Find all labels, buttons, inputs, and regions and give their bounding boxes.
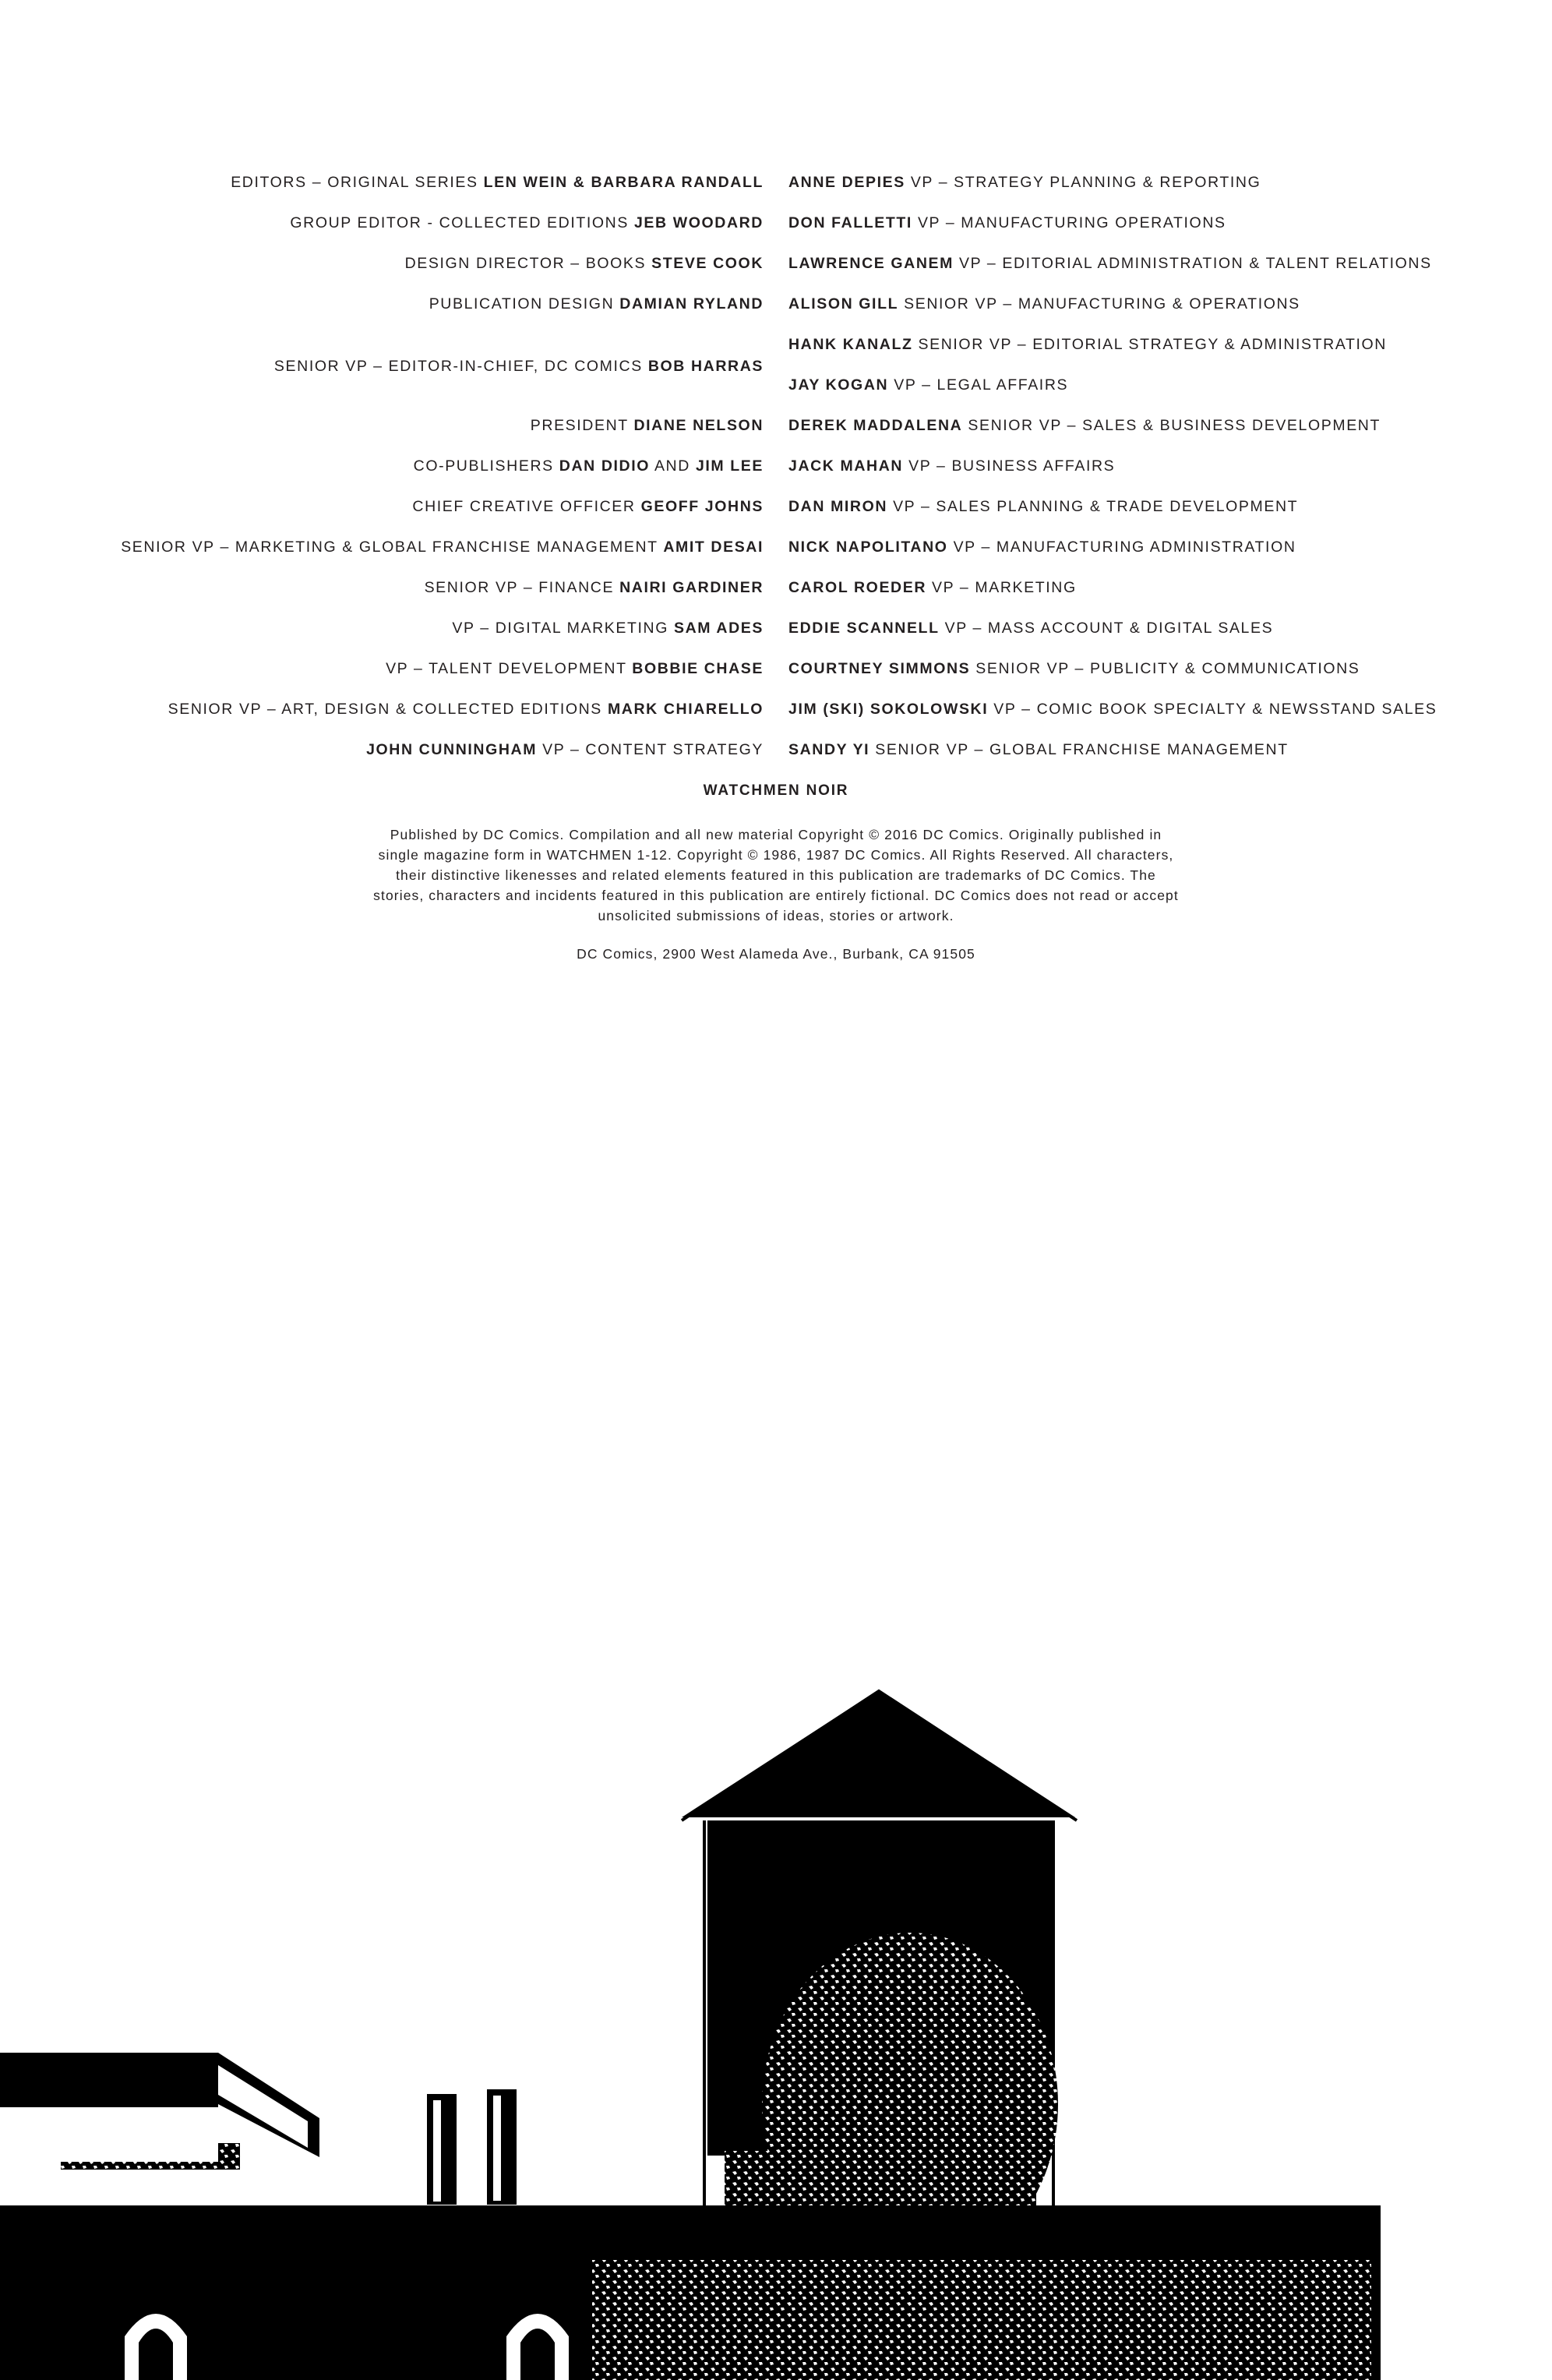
credit-line xyxy=(62,246,764,287)
credit-line xyxy=(788,530,1490,570)
credit-role: SENIOR VP – SALES & BUSINESS DEVELOPMENT xyxy=(962,417,1381,434)
credit-line xyxy=(62,611,764,651)
credit-line xyxy=(788,287,1490,327)
credit-role: VP – COMIC BOOK SPECIALTY & NEWSSTAND SALES xyxy=(988,701,1437,718)
credit-name: NICK NAPOLITANO xyxy=(788,539,948,556)
credit-name: HANK KANALZ xyxy=(788,336,913,353)
credit-name: DEREK MADDALENA xyxy=(788,417,963,434)
credit-line xyxy=(788,611,1490,651)
legal-line: stories, characters and incidents featured in this publication are entirely fictional. DC Comics does not read or accept xyxy=(373,888,1179,903)
credit-line xyxy=(62,570,764,611)
credit-line xyxy=(62,165,764,206)
credit-role: SENIOR VP – GLOBAL FRANCHISE MANAGEMENT xyxy=(869,741,1289,758)
rooftop-stacks xyxy=(427,2089,517,2205)
credit-name: JEB WOODARD xyxy=(633,214,764,231)
water-tower xyxy=(682,1690,1077,2276)
credit-name: JIM LEE xyxy=(695,457,764,475)
credit-name: JAY KOGAN xyxy=(788,376,889,394)
credit-name: MARK CHIARELLO xyxy=(607,701,764,718)
credit-name: DAMIAN RYLAND xyxy=(619,295,764,313)
publisher-address: DC Comics, 2900 West Alameda Ave., Burbank, CA 91505 xyxy=(577,946,975,962)
credit-name: ALISON GILL xyxy=(788,295,899,313)
credit-line xyxy=(788,733,1490,773)
legal-notice xyxy=(309,825,1243,926)
credit-name: COURTNEY SIMMONS xyxy=(788,660,971,677)
credit-line xyxy=(788,449,1490,489)
credit-role: VP – BUSINESS AFFAIRS xyxy=(903,457,1116,475)
credit-line xyxy=(62,327,764,408)
credit-line xyxy=(62,651,764,692)
credit-name: JOHN CUNNINGHAM xyxy=(366,741,538,758)
credit-line xyxy=(788,327,1490,368)
credit-name: ANNE DEPIES xyxy=(788,174,905,191)
credit-line xyxy=(788,651,1490,692)
credit-name: SANDY YI xyxy=(788,741,870,758)
credit-name: JIM (SKI) SOKOLOWSKI xyxy=(788,701,989,718)
left-building xyxy=(0,2053,319,2170)
credit-role: DESIGN DIRECTOR – BOOKS xyxy=(404,255,652,272)
credit-name: LAWRENCE GANEM xyxy=(788,255,954,272)
credit-role: VP – TALENT DEVELOPMENT xyxy=(386,660,633,677)
credit-role: GROUP EDITOR - COLLECTED EDITIONS xyxy=(290,214,634,231)
credit-role: SENIOR VP – MANUFACTURING & OPERATIONS xyxy=(898,295,1300,313)
credit-line xyxy=(788,692,1490,733)
credit-role: CHIEF CREATIVE OFFICER xyxy=(412,498,641,515)
credit-line xyxy=(62,692,764,733)
credit-name: STEVE COOK xyxy=(651,255,764,272)
legal-line: unsolicited submissions of ideas, stories or artwork. xyxy=(598,908,954,923)
credit-name: NAIRI GARDINER xyxy=(619,579,764,596)
credit-role: VP – MASS ACCOUNT & DIGITAL SALES xyxy=(939,620,1274,637)
legal-line: single magazine form in WATCHMEN 1-12. Copyright © 1986, 1987 DC Comics. All Rights Reserved. All characters, xyxy=(378,847,1174,863)
credit-role: VP – MANUFACTURING ADMINISTRATION xyxy=(947,539,1296,556)
credit-role: SENIOR VP – EDITOR-IN-CHIEF, DC COMICS xyxy=(273,358,648,375)
credit-line xyxy=(62,530,764,570)
credit-name: EDDIE SCANNELL xyxy=(788,620,940,637)
credit-role: VP – MARKETING xyxy=(926,579,1077,596)
credit-name: AMIT DESAI xyxy=(663,539,764,556)
credit-line xyxy=(788,570,1490,611)
credit-line xyxy=(788,489,1490,530)
credit-name: DAN DIDIO xyxy=(559,457,650,475)
credit-line xyxy=(62,408,764,449)
credit-line xyxy=(62,287,764,327)
credit-role: SENIOR VP – ART, DESIGN & COLLECTED EDITIONS xyxy=(168,701,608,718)
credit-line xyxy=(62,733,764,773)
credit-role: SENIOR VP – PUBLICITY & COMMUNICATIONS xyxy=(970,660,1360,677)
credit-line xyxy=(788,368,1490,408)
credit-role: SENIOR VP – MARKETING & GLOBAL FRANCHISE MANAGEMENT xyxy=(121,539,664,556)
credit-role: CO-PUBLISHERS xyxy=(413,457,559,475)
credit-name: DIANE NELSON xyxy=(633,417,764,434)
credit-role: VP – STRATEGY PLANNING & REPORTING xyxy=(905,174,1261,191)
credit-line xyxy=(788,408,1490,449)
credit-role: VP – CONTENT STRATEGY xyxy=(537,741,764,758)
credits-left-column xyxy=(62,165,764,773)
credits-right-column xyxy=(788,165,1490,773)
credit-line xyxy=(788,246,1490,287)
legal-line: their distinctive likenesses and related elements featured in this publication are trademarks of DC Comics. The xyxy=(396,867,1156,883)
credit-name: BOB HARRAS xyxy=(647,358,764,375)
credit-line xyxy=(788,165,1490,206)
credit-role: PUBLICATION DESIGN xyxy=(429,295,620,313)
credit-line xyxy=(62,489,764,530)
credit-name: SAM ADES xyxy=(673,620,764,637)
rooftop-water-tower-illustration xyxy=(0,1668,1552,2380)
credit-connector: AND xyxy=(650,457,696,475)
credit-role: VP – LEGAL AFFAIRS xyxy=(888,376,1069,394)
credit-role: SENIOR VP – FINANCE xyxy=(424,579,620,596)
credit-name: DON FALLETTI xyxy=(788,214,912,231)
legal-line: Published by DC Comics. Compilation and all new material Copyright © 2016 DC Comics. Originally published in xyxy=(390,827,1162,842)
credit-name: DAN MIRON xyxy=(788,498,888,515)
credit-role: SENIOR VP – EDITORIAL STRATEGY & ADMINISTRATION xyxy=(912,336,1387,353)
credit-name: LEN WEIN & BARBARA RANDALL xyxy=(483,174,764,191)
credit-name: BOBBIE CHASE xyxy=(632,660,764,677)
credit-role: VP – MANUFACTURING OPERATIONS xyxy=(912,214,1226,231)
credit-role: VP – EDITORIAL ADMINISTRATION & TALENT RELATIONS xyxy=(953,255,1432,272)
book-title: WATCHMEN NOIR xyxy=(703,782,849,799)
credit-line xyxy=(788,206,1490,246)
credit-role: EDITORS – ORIGINAL SERIES xyxy=(231,174,484,191)
credit-name: JACK MAHAN xyxy=(788,457,904,475)
credit-name: CAROL ROEDER xyxy=(788,579,927,596)
credit-role: VP – DIGITAL MARKETING xyxy=(452,620,674,637)
credit-line xyxy=(62,206,764,246)
credit-role: VP – SALES PLANNING & TRADE DEVELOPMENT xyxy=(887,498,1299,515)
credit-line xyxy=(62,449,764,489)
credit-name: GEOFF JOHNS xyxy=(640,498,764,515)
main-rooftop xyxy=(0,2205,1381,2380)
credit-role: PRESIDENT xyxy=(530,417,634,434)
